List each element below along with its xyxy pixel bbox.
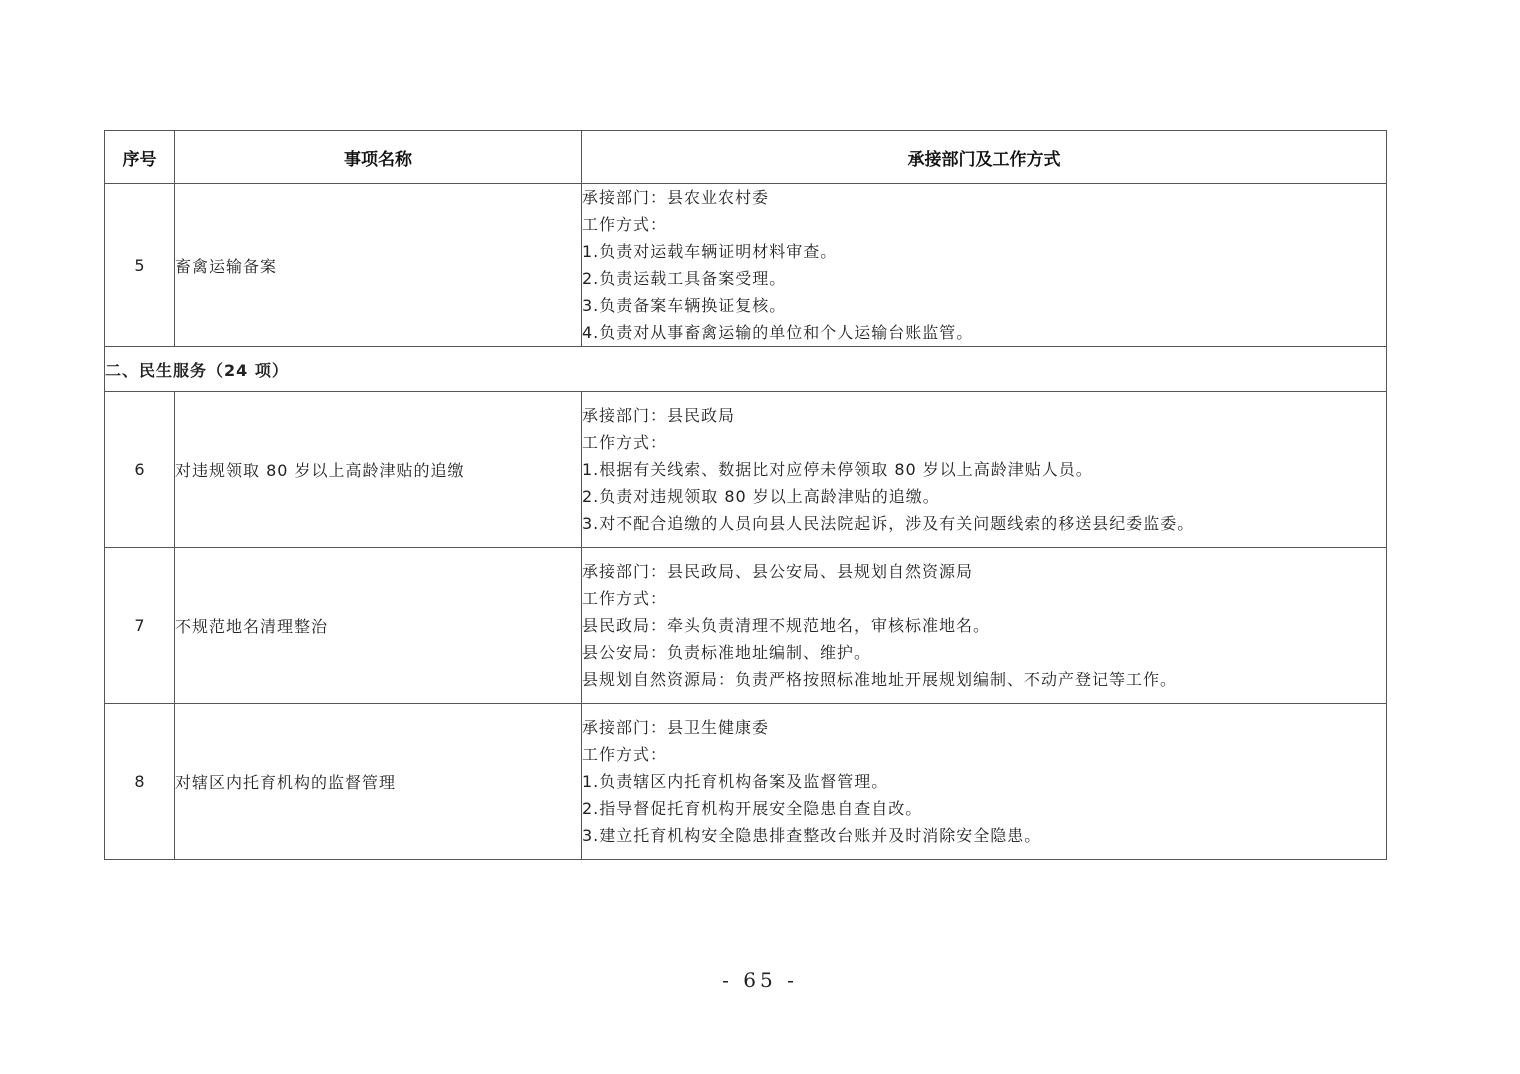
detail-line: 工作方式： xyxy=(582,589,668,608)
detail-line: 承接部门：县民政局 xyxy=(582,406,736,425)
row-seq: 7 xyxy=(105,548,175,704)
detail-line: 承接部门：县卫生健康委 xyxy=(582,718,770,737)
detail-line: 县公安局：负责标准地址编制、维护。 xyxy=(582,643,872,662)
row-seq: 6 xyxy=(105,392,175,548)
detail-line: 承接部门：县民政局、县公安局、县规划自然资源局 xyxy=(582,562,974,581)
detail-line: 工作方式： xyxy=(582,215,668,234)
table-row xyxy=(105,548,1387,704)
detail-line: 2.负责运载工具备案受理。 xyxy=(582,269,787,288)
items-table xyxy=(104,130,1387,860)
detail-line: 县民政局：牵头负责清理不规范地名，审核标准地名。 xyxy=(582,616,991,635)
header-seq: 序号 xyxy=(105,131,175,184)
header-item-name: 事项名称 xyxy=(175,131,582,184)
table-header-row xyxy=(105,131,1387,184)
row-dept-method xyxy=(582,548,1387,704)
detail-line: 1.负责辖区内托育机构备案及监督管理。 xyxy=(582,772,889,791)
detail-line: 1.负责对运载车辆证明材料审查。 xyxy=(582,242,838,261)
row-dept-method xyxy=(582,392,1387,548)
row-dept-method xyxy=(582,184,1387,347)
detail-line: 3.负责备案车辆换证复核。 xyxy=(582,296,787,315)
detail-line: 县规划自然资源局：负责严格按照标准地址开展规划编制、不动产登记等工作。 xyxy=(582,670,1178,689)
detail-line: 工作方式： xyxy=(582,745,668,764)
row-seq: 8 xyxy=(105,704,175,860)
row-dept-method xyxy=(582,704,1387,860)
detail-line: 1.根据有关线索、数据比对应停未停领取 80 岁以上高龄津贴人员。 xyxy=(582,460,1093,479)
table-row xyxy=(105,184,1387,347)
detail-line: 2.指导督促托育机构开展安全隐患自查自改。 xyxy=(582,799,923,818)
row-item-name: 对违规领取 80 岁以上高龄津贴的追缴 xyxy=(175,392,582,548)
detail-line: 工作方式： xyxy=(582,433,668,452)
table-row xyxy=(105,392,1387,548)
row-seq: 5 xyxy=(105,184,175,347)
section-title: 二、民生服务（24 项） xyxy=(105,347,1387,392)
detail-line: 承接部门：县农业农村委 xyxy=(582,188,770,207)
section-row xyxy=(105,347,1387,392)
detail-line: 4.负责对从事畜禽运输的单位和个人运输台账监管。 xyxy=(582,323,974,342)
table-row xyxy=(105,704,1387,860)
detail-line: 3.建立托育机构安全隐患排查整改台账并及时消除安全隐患。 xyxy=(582,826,1042,845)
row-item-name: 对辖区内托育机构的监督管理 xyxy=(175,704,582,860)
page-number: - 65 - xyxy=(722,968,798,992)
detail-line: 2.负责对违规领取 80 岁以上高龄津贴的追缴。 xyxy=(582,487,940,506)
row-item-name: 畜禽运输备案 xyxy=(175,184,582,347)
header-dept-method: 承接部门及工作方式 xyxy=(582,131,1387,184)
row-item-name: 不规范地名清理整治 xyxy=(175,548,582,704)
detail-line: 3.对不配合追缴的人员向县人民法院起诉，涉及有关问题线索的移送县纪委监委。 xyxy=(582,514,1195,533)
